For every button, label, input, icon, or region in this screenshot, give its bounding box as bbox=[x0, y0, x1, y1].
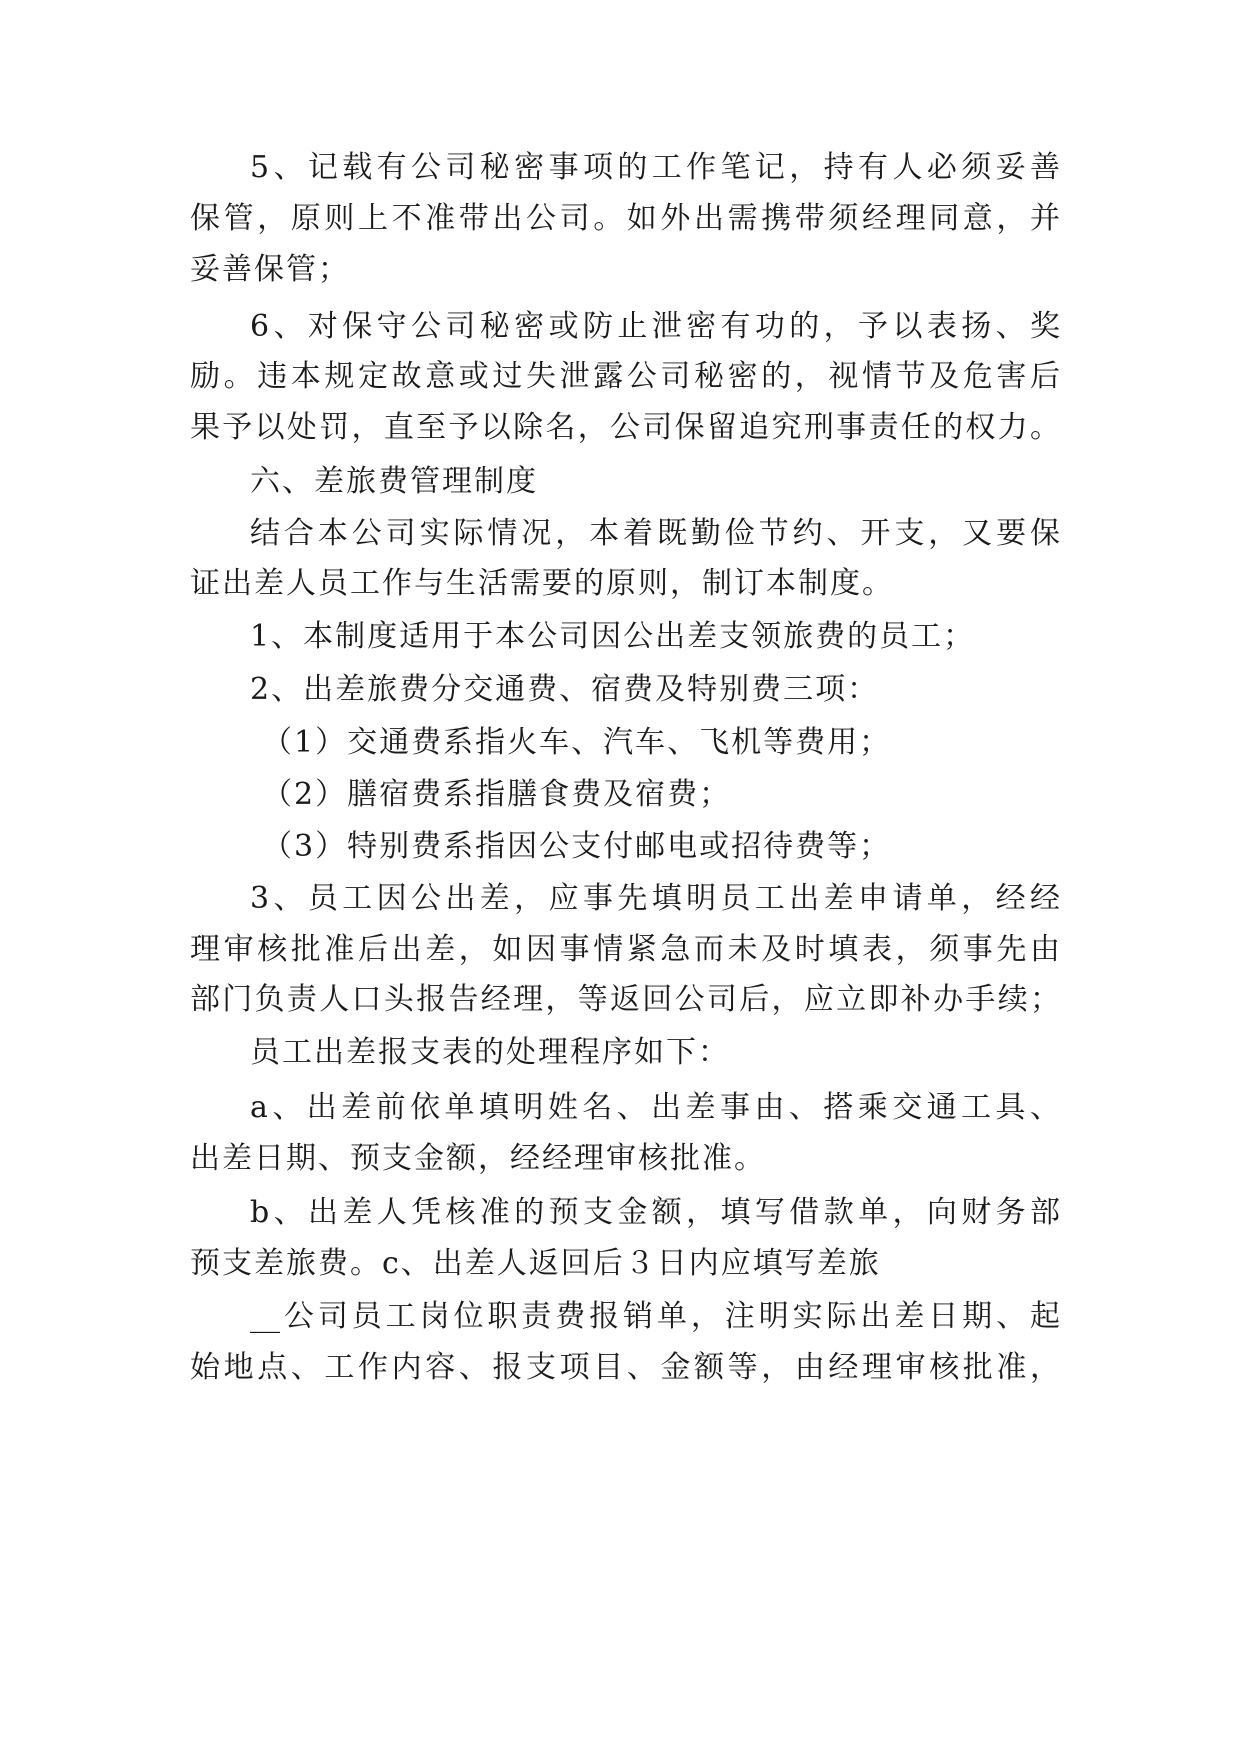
paragraph-line: 证出差人员工作与生活需要的原则，制订本制度。 bbox=[190, 566, 894, 601]
section-heading: 六、差旅费管理制度 bbox=[250, 464, 538, 499]
paragraph-line: 5、记载有公司秘密事项的工作笔记，持有人必须妥善 bbox=[250, 150, 1060, 185]
paragraph-line: 始地点、工作内容、报支项目、金额等，由经理审核批准， bbox=[190, 1350, 1060, 1385]
paragraph-line: 妥善保管； bbox=[190, 252, 350, 287]
paragraph-line: 6、对保守公司秘密或防止泄密有功的，予以表扬、奖 bbox=[250, 309, 1060, 344]
paragraph-line: 员工出差报支表的处理程序如下： bbox=[250, 1035, 730, 1070]
paragraph-line: 出差日期、预支金额，经经理审核批准。 bbox=[190, 1141, 766, 1176]
paragraph-line: 预支差旅费。c、出差人返回后３日内应填写差旅 bbox=[190, 1246, 881, 1281]
list-item: （2）膳宿费系指膳食费及宿费； bbox=[262, 777, 732, 812]
paragraph-line: __公司员工岗位职责费报销单，注明实际出差日期、起 bbox=[250, 1299, 1060, 1334]
paragraph-line: 励。违本规定故意或过失泄露公司秘密的，视情节及危害后 bbox=[190, 359, 1060, 394]
paragraph-line: 部门负责人口头报告经理，等返回公司后，应立即补办手续； bbox=[190, 982, 1060, 1017]
paragraph-line: 结合本公司实际情况，本着既勤俭节约、开支，又要保 bbox=[250, 516, 1060, 551]
list-item: （3）特别费系指因公支付邮电或招待费等； bbox=[262, 829, 892, 864]
paragraph-line: 3、员工因公出差，应事先填明员工出差申请单，经经 bbox=[250, 881, 1060, 916]
list-item: （1）交通费系指火车、汽车、飞机等费用； bbox=[262, 725, 892, 760]
paragraph-line: 果予以处罚，直至予以除名，公司保留追究刑事责任的权力。 bbox=[190, 410, 1060, 445]
paragraph-line: 理审核批准后出差，如因事情紧急而未及时填表，须事先由 bbox=[190, 932, 1060, 967]
paragraph-line: 2、出差旅费分交通费、宿费及特别费三项： bbox=[250, 672, 880, 707]
paragraph-line: 1、本制度适用于本公司因公出差支领旅费的员工； bbox=[250, 619, 976, 654]
paragraph-line: a、出差前依单填明姓名、出差事由、搭乘交通工具、 bbox=[250, 1090, 1060, 1125]
paragraph-line: 保管，原则上不准带出公司。如外出需携带须经理同意，并 bbox=[190, 201, 1060, 236]
paragraph-line: b、出差人凭核准的预支金额，填写借款单，向财务部 bbox=[250, 1195, 1060, 1230]
